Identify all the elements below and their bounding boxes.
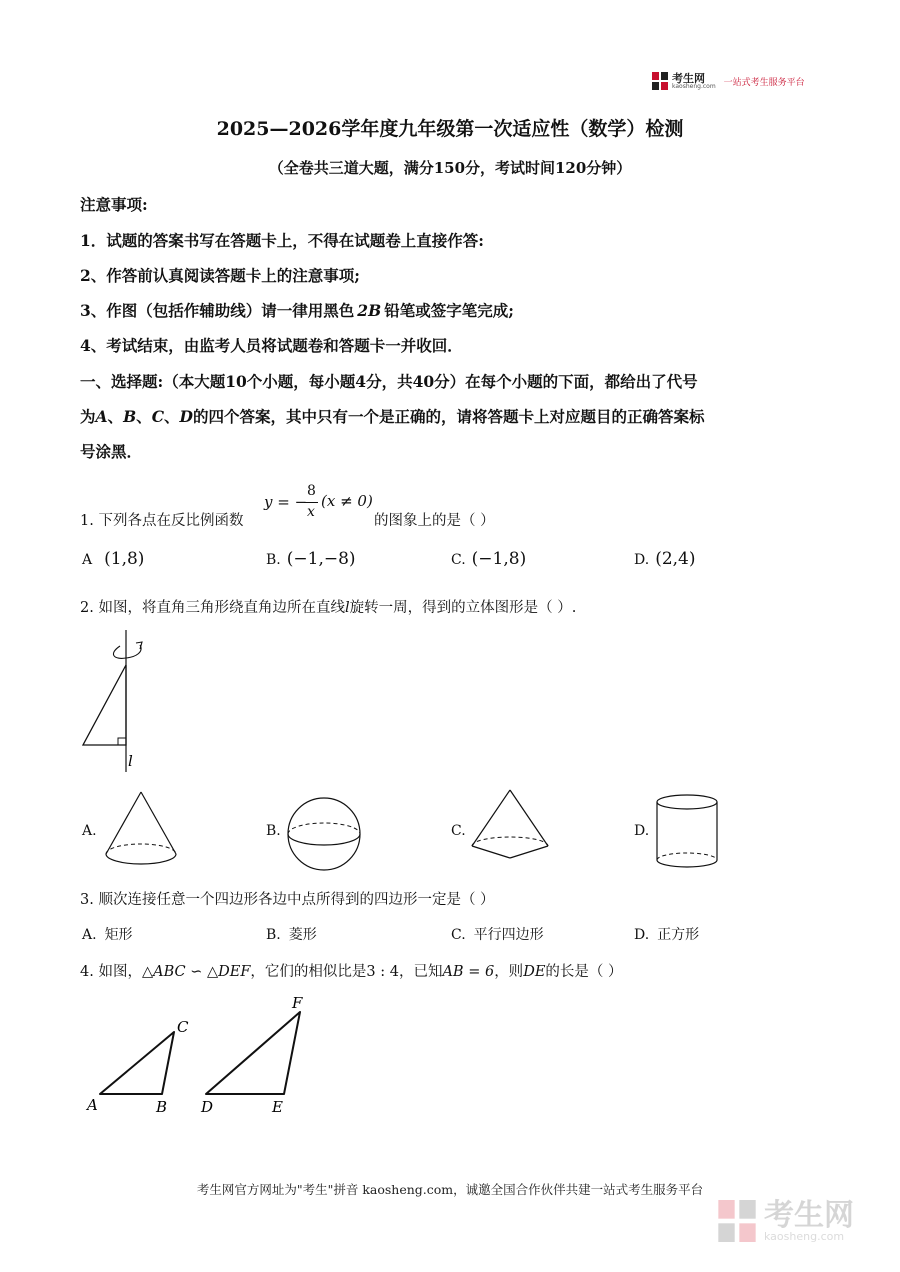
cylinder-figure: [654, 792, 720, 872]
q2-option-b-label: B.: [266, 823, 281, 839]
svg-text:E: E: [272, 1098, 283, 1116]
exam-subtitle: （全卷共三道大题，满分150分，考试时间120分钟）: [268, 159, 632, 177]
section1-line3: 号涂黑．: [80, 442, 143, 461]
double-cone-figure: [468, 788, 552, 868]
q1-option-a: A (1,8): [82, 549, 145, 569]
q2-option-a-label: A.: [82, 823, 97, 839]
q2-option-c-label: C.: [451, 823, 466, 839]
triangle-def: [206, 1012, 300, 1094]
q4-stem: 4. 如图，△ABC ∽ △DEF，它们的相似比是3 : 4，已知AB = 6，则DE的长是（ ）: [80, 964, 623, 980]
notes-heading: 注意事项:: [80, 195, 148, 214]
brand-name: 考生网: [672, 71, 705, 85]
q1-stem-pre: 1. 下列各点在反比例函数: [80, 513, 244, 529]
q3-option-d: D. 正方形: [634, 927, 700, 943]
sphere-figure: [284, 794, 364, 874]
q3-option-a: A. 矩形: [82, 927, 133, 943]
pencil-grade: 2B: [357, 301, 382, 320]
triangle-abc: [100, 1032, 174, 1094]
brand-slogan: 一站式考生服务平台: [723, 77, 805, 88]
note-item-3: 3、作图（包括作辅助线）请一律用黑色 2B 铅笔或签字笔完成;: [80, 301, 514, 320]
q1-option-b: B. (−1,−8): [266, 549, 356, 569]
section1-line2: 为A、B、C、D的四个答案，其中只有一个是正确的，请将答题卡上对应题目的正确答案标: [80, 407, 705, 426]
note-item-1: 1．试题的答案书写在答题卡上，不得在试题卷上直接作答:: [80, 231, 485, 250]
right-triangle: [83, 665, 126, 745]
exam-title: 2025—2026学年度九年级第一次适应性（数学）检测: [216, 118, 684, 140]
kaosheng-logo-icon: [652, 72, 668, 90]
cone-figure: [102, 790, 180, 870]
axis-label-l: l: [128, 752, 133, 770]
brand-logo: [652, 72, 805, 90]
note-item-2: 2、作答前认真阅读答题卡上的注意事项;: [80, 266, 361, 285]
q1-formula: y = − 8 x (x ≠ 0): [264, 483, 373, 520]
svg-text:B: B: [156, 1098, 168, 1116]
brand-domain: kaosheng.com: [672, 82, 716, 90]
q1-option-d: D. (2,4): [634, 549, 696, 569]
note-item-4: 4、考试结束，由监考人员将试题卷和答题卡一并收回．: [80, 336, 463, 355]
section1-line1: 一、选择题:（本大题10个小题，每小题4分，共40分）在每个小题的下面，都给出了代号: [80, 372, 698, 391]
q1-stem-post: 的图象上的是（ ）: [374, 513, 495, 529]
q3-option-c: C. 平行四边形: [451, 927, 544, 943]
kaosheng-watermark-icon: [718, 1200, 756, 1242]
right-angle-mark: [118, 738, 126, 745]
fraction-bar: [304, 502, 318, 503]
q3-option-b: B. 菱形: [266, 927, 317, 943]
q2-stem: 2. 如图，将直角三角形绕直角边所在直线l旋转一周，得到的立体图形是（ ）.: [80, 600, 577, 616]
svg-text:A: A: [87, 1096, 98, 1114]
q3-stem: 3. 顺次连接任意一个四边形各边中点所得到的四边形一定是（ ）: [80, 892, 495, 908]
rotation-arrow-icon: [113, 645, 141, 658]
svg-text:C: C: [177, 1018, 189, 1036]
q2-triangle-figure: [78, 630, 158, 776]
footer-note: 考生网官方网址为"考生"拼音 kaosheng.com，诚邀全国合作伙伴共建一站式考生服务平台: [196, 1182, 704, 1197]
q2-option-d-label: D.: [634, 823, 650, 839]
svg-text:D: D: [201, 1098, 214, 1116]
q4-similar-triangles-figure: [84, 990, 324, 1120]
q1-option-c: C. (−1,8): [451, 549, 527, 569]
watermark: 考生网 kaosheng.com: [718, 1200, 854, 1242]
svg-text:F: F: [292, 994, 303, 1012]
